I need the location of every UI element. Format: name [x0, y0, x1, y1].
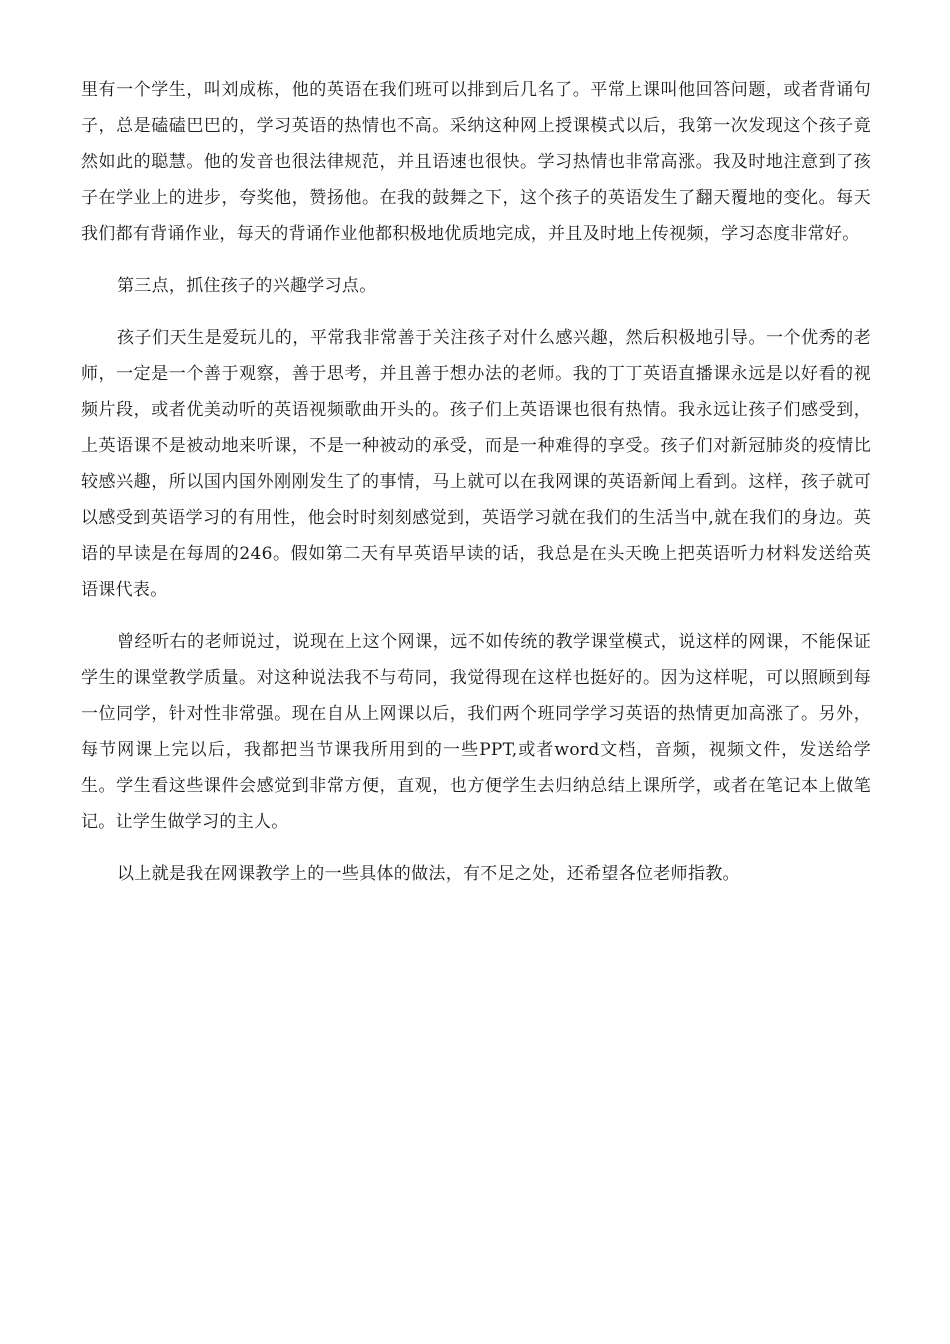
paragraph-interest-learning: 孩子们天生是爱玩儿的，平常我非常善于关注孩子对什么感兴趣，然后积极地引导。一个优秀的老师，一定是一个善于观察，善于思考，并且善于想办法的老师。我的丁丁英语直播课永远是以好看的视频片段，或者优美动听的英语视频歌曲开头的。孩子们上英语课也很有热情。我永远让孩子们感受到，上英语课不是被动地来听课，不是一种被动的承受，而是一种难得的享受。孩子们对新冠肺炎的疫情比较感兴趣，所以国内国外刚刚发生了的事情，马上就可以在我网课的英语新闻上看到。这样，孩子就可以感受到英语学习的有用性，他会时时刻刻感觉到，英语学习就在我们的生活当中,就在我们的身边。英语的早读是在每周的246。假如第二天有早英语早读的话，我总是在头天晚上把英语听力材料发送给英语课代表。 [81, 328, 871, 600]
paragraph-online-class-opinion: 曾经听右的老师说过，说现在上这个网课，远不如传统的教学课堂模式，说这样的网课，不能保证学生的课堂教学质量。对这种说法我不与苟同，我觉得现在这样也挺好的。因为这样呢，可以照顾到每一位同学，针对性非常强。现在自从上网课以后，我们两个班同学学习英语的热情更加高涨了。另外，每节网课上完以后，我都把当节课我所用到的一些PPT,或者word文档，音频，视频文件，发送给学生。学生看这些课件会感觉到非常方便，直观，也方便学生去归纳总结上课所学，或者在笔记本上做笔记。让学生做学习的主人。 [81, 632, 871, 832]
document-page [81, 72, 871, 892]
paragraph-student-progress: 里有一个学生，叫刘成栋，他的英语在我们班可以排到后几名了。平常上课叫他回答问题，或者背诵句子，总是磕磕巴巴的，学习英语的热情也不高。采纳这种网上授课模式以后，我第一次发现这个孩子竟然如此的聪慧。他的发音也很法律规范，并且语速也很快。学习热情也非常高涨。我及时地注意到了孩子在学业上的进步，夸奖他，赞扬他。在我的鼓舞之下，这个孩子的英语发生了翻天覆地的变化。每天我们都有背诵作业，每天的背诵作业他都积极地优质地完成，并且及时地上传视频，学习态度非常好。 [81, 80, 871, 244]
paragraph-point-three-heading: 第三点，抓住孩子的兴趣学习点。 [117, 276, 377, 296]
paragraph-conclusion: 以上就是我在网课教学上的一些具体的做法，有不足之处，还希望各位老师指教。 [117, 864, 740, 884]
